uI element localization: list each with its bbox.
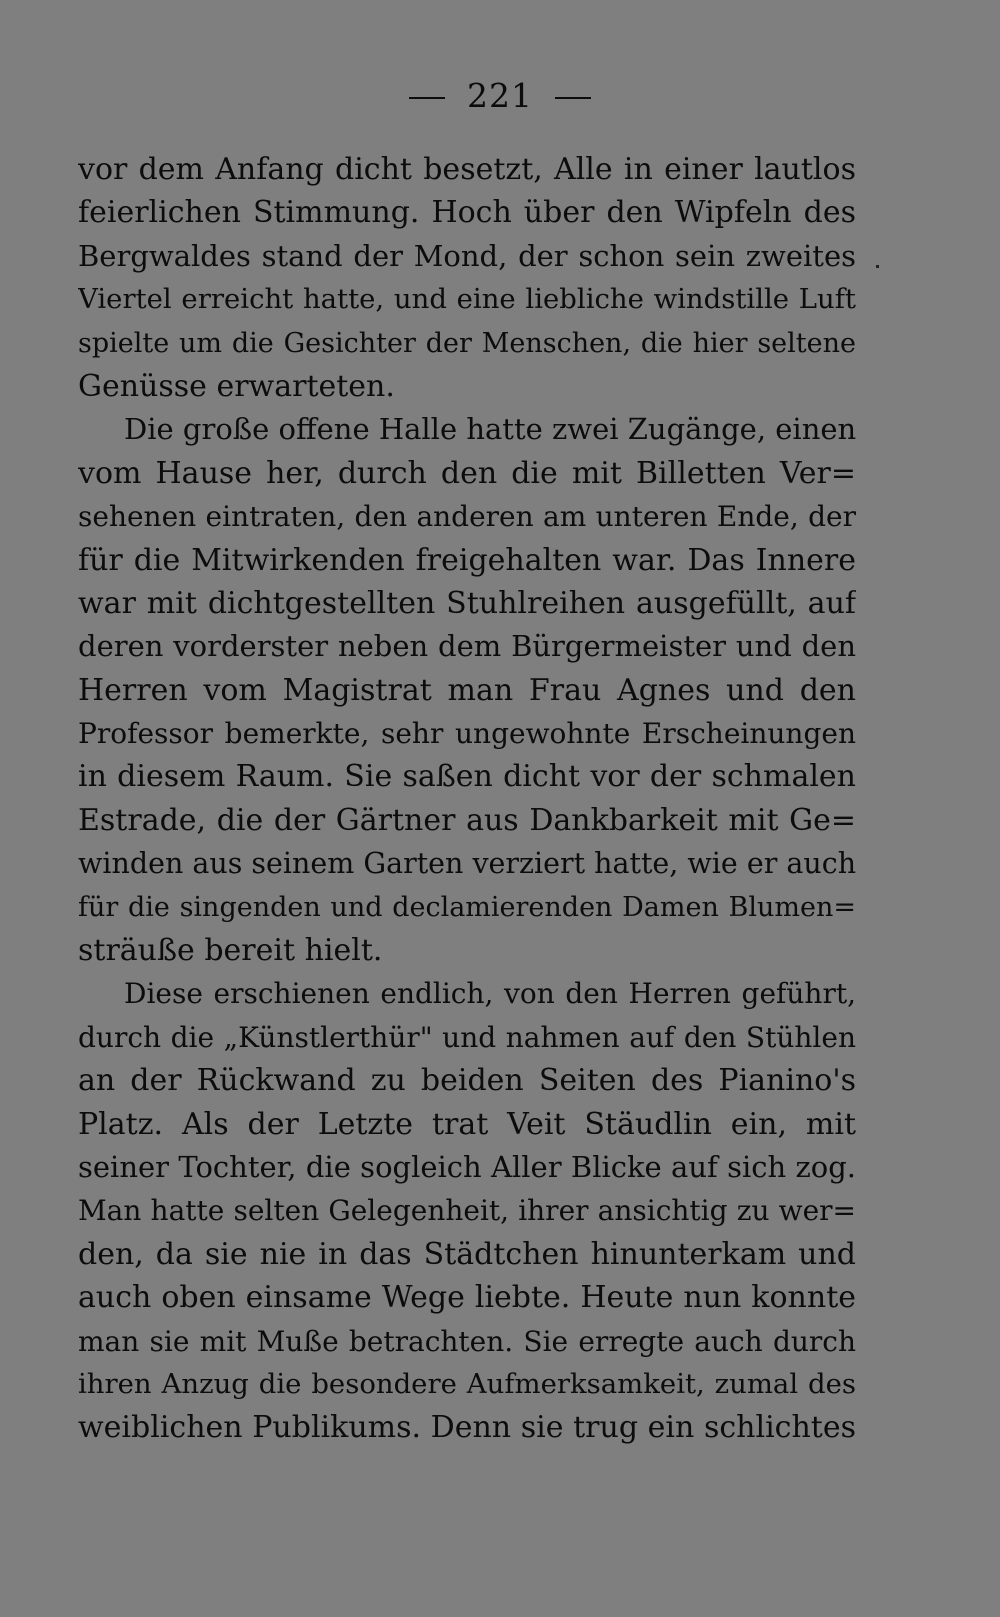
text-line: durch die „Künstlerthür" und nahmen auf den Stühlen [78,1020,856,1054]
text-line: man sie mit Muße betrachten. Sie erregte auch durch [78,1324,856,1358]
text-line: seiner Tochter, die sogleich Aller Blicke auf sich zog. [78,1149,856,1184]
text-line: den, da sie nie in das Städtchen hinunterkam und [78,1236,856,1272]
text-line: ihren Anzug die besondere Aufmerksamkeit, zumal des [78,1367,856,1400]
paragraph-first-line: Diese erschienen endlich, von den Herren geführt, [124,977,856,1011]
page-header [0,76,1000,115]
body-text [78,148,856,1450]
text-line: feierlichen Stimmung. Hoch über den Wipfeln des [78,195,856,231]
text-line: in diesem Raum. Sie saßen dicht vor der schmalen [78,759,856,795]
text-line: Estrade, die der Gärtner aus Dankbarkeit mit Ge= [78,802,856,838]
text-line: spielte um die Gesichter der Menschen, die hier seltene [78,327,856,359]
page-number: 221 [467,76,533,115]
text-line: Man hatte selten Gelegenheit, ihrer ansichtig zu wer= [78,1194,856,1228]
print-speck [876,265,879,268]
text-line: deren vorderster neben dem Bürgermeister und den [78,629,856,664]
header-dash-right [555,97,591,99]
text-line: winden aus seinem Garten verziert hatte, wie er auch [78,847,856,881]
text-line: Professor bemerkte, sehr ungewohnte Erscheinungen [78,717,856,751]
text-line: für die Mitwirkenden freigehalten war. Das Innere [78,542,856,578]
text-line: Viertel erreicht hatte, und eine liebliche windstille Luft [78,283,856,316]
text-line: auch oben einsame Wege liebte. Heute nun konnte [78,1280,856,1316]
text-line: Herren vom Magistrat man Frau Agnes und den [78,672,856,708]
paragraph-first-line: Die große offene Halle hatte zwei Zugänge, einen [124,412,856,447]
text-line: an der Rückwand zu beiden Seiten des Pianino's [78,1063,856,1099]
text-line: sträuße bereit hielt. [78,933,383,969]
text-line: vor dem Anfang dicht besetzt, Alle in einer lautlos [78,152,856,187]
text-line: sehenen eintraten, den anderen am unteren Ende, der [78,500,856,534]
text-line: Platz. Als der Letzte trat Veit Stäudlin ein, mit [78,1106,856,1142]
header-dash-left [409,97,445,99]
text-line: Genüsse erwarteten. [78,368,395,404]
text-line: Bergwaldes stand der Mond, der schon sein zweites [78,238,856,273]
text-line: vom Hause her, durch den die mit Billetten Ver= [78,455,856,491]
text-line: für die singenden und declamierenden Damen Blumen= [78,891,856,923]
text-line: weiblichen Publikums. Denn sie trug ein schlichtes [78,1410,856,1446]
text-line: war mit dichtgestellten Stuhlreihen ausgefüllt, auf [78,585,856,621]
